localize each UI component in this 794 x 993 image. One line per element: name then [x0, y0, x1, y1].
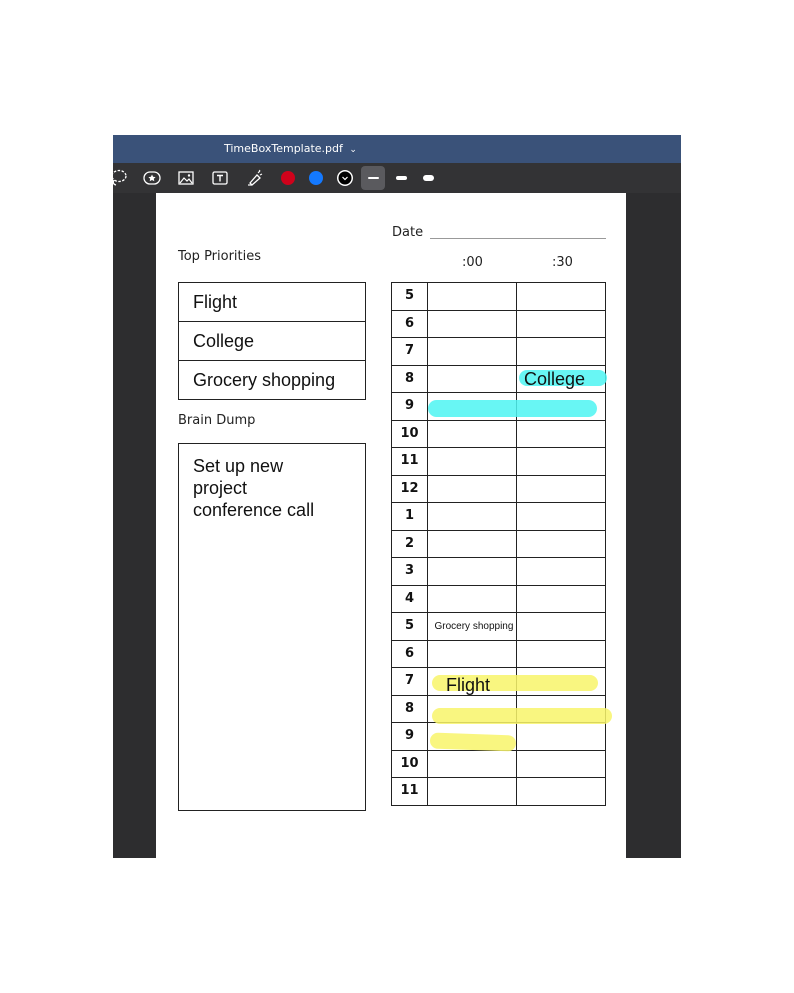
schedule-row	[392, 558, 605, 586]
hour-label: 11	[392, 778, 428, 805]
hour-label: 11	[392, 448, 428, 475]
hour-label: 8	[392, 696, 428, 723]
slot-30[interactable]	[517, 641, 605, 668]
highlight-cyan-9	[428, 400, 597, 417]
hour-label: 12	[392, 476, 428, 503]
slot-00[interactable]	[429, 503, 517, 530]
priority-text-3: Grocery shopping	[193, 370, 336, 390]
priority-box-2[interactable]	[178, 321, 366, 361]
slot-30[interactable]	[517, 421, 605, 448]
slot-00[interactable]	[429, 283, 517, 310]
date-line[interactable]	[430, 238, 606, 239]
document-title-text: TimeBoxTemplate.pdf	[224, 142, 343, 155]
brain-dump-box[interactable]	[178, 443, 366, 811]
hour-label: 4	[392, 586, 428, 613]
schedule-row	[392, 338, 605, 366]
top-priorities-label: Top Priorities	[178, 249, 262, 264]
hour-label: 8	[392, 366, 428, 393]
color-blue-swatch[interactable]	[309, 171, 323, 185]
slot-30[interactable]	[517, 531, 605, 558]
schedule-row	[392, 476, 605, 504]
slot-30[interactable]	[517, 448, 605, 475]
hour-label: 5	[392, 283, 428, 310]
schedule-row	[392, 503, 605, 531]
color-black-swatch[interactable]	[337, 170, 353, 186]
slot-30[interactable]	[517, 338, 605, 365]
brain-dump-line-1: Set up new	[193, 456, 284, 476]
schedule-row	[392, 778, 605, 806]
schedule-row	[392, 311, 605, 339]
slot-00[interactable]	[429, 421, 517, 448]
slot-00[interactable]	[429, 751, 517, 778]
toolbar	[113, 163, 681, 193]
stroke-thick-icon	[423, 175, 434, 181]
pdf-annotation-app	[113, 135, 681, 858]
slot-30[interactable]	[517, 586, 605, 613]
priority-text-2: College	[193, 331, 255, 351]
slot-00[interactable]	[429, 476, 517, 503]
slot-00[interactable]	[429, 311, 517, 338]
hour-label: 10	[392, 751, 428, 778]
brain-dump-label: Brain Dump	[178, 413, 256, 428]
schedule-row	[392, 751, 605, 779]
slot-30[interactable]	[517, 751, 605, 778]
stroke-thin-button[interactable]	[361, 166, 385, 190]
highlight-yellow-8	[432, 708, 612, 724]
stroke-medium-button[interactable]	[389, 166, 413, 190]
hour-label: 1	[392, 503, 428, 530]
highlight-yellow-9	[430, 733, 517, 752]
schedule-row	[392, 586, 605, 614]
slot-30[interactable]	[517, 503, 605, 530]
brain-dump-line-3: conference call	[193, 500, 315, 520]
schedule-row	[392, 448, 605, 476]
schedule-row	[392, 641, 605, 669]
slot-00[interactable]	[429, 641, 517, 668]
schedule-row	[392, 531, 605, 559]
stroke-thin-icon	[368, 177, 379, 179]
slot-00[interactable]	[429, 613, 517, 640]
slot-00[interactable]	[429, 366, 517, 393]
schedule-row	[392, 421, 605, 449]
schedule-row	[392, 283, 605, 311]
hour-label: 10	[392, 421, 428, 448]
highlighter-icon[interactable]	[243, 166, 267, 190]
shape-icon[interactable]	[140, 166, 164, 190]
image-icon[interactable]	[174, 166, 198, 190]
schedule-row	[392, 613, 605, 641]
hour-label: 6	[392, 641, 428, 668]
column-header-00: :00	[462, 255, 483, 270]
priority-box-3[interactable]	[178, 360, 366, 400]
stroke-medium-icon	[396, 176, 407, 180]
handwritten-college: College	[524, 369, 586, 389]
hour-label: 2	[392, 531, 428, 558]
slot-30[interactable]	[517, 311, 605, 338]
hour-label: 6	[392, 311, 428, 338]
slot-00[interactable]	[429, 338, 517, 365]
slot-30[interactable]	[517, 558, 605, 585]
color-red-swatch[interactable]	[281, 171, 295, 185]
slot-30[interactable]	[517, 613, 605, 640]
hour-label: 7	[392, 668, 428, 695]
slot-00[interactable]	[429, 448, 517, 475]
pdf-page[interactable]	[156, 193, 626, 858]
lasso-icon[interactable]	[113, 166, 131, 190]
dropdown-icon	[337, 170, 353, 186]
slot-00[interactable]	[429, 778, 517, 805]
slot-00[interactable]	[429, 586, 517, 613]
title-bar	[113, 135, 681, 163]
hour-label: 9	[392, 393, 428, 420]
brain-dump-line-2: project	[193, 478, 248, 498]
slot-00[interactable]	[429, 558, 517, 585]
handwritten-flight: Flight	[446, 675, 491, 695]
stroke-thick-button[interactable]	[416, 166, 440, 190]
document-title[interactable]	[224, 142, 357, 155]
hour-label: 5	[392, 613, 428, 640]
text-icon[interactable]	[208, 166, 232, 190]
slot-30[interactable]	[517, 723, 605, 750]
hour-label: 9	[392, 723, 428, 750]
grocery-shopping-note: Grocery shopping	[434, 621, 514, 632]
hour-label: 3	[392, 558, 428, 585]
priority-text-1: Flight	[193, 292, 238, 312]
date-label: Date	[392, 225, 424, 240]
chevron-down-icon: ⌄	[349, 145, 357, 155]
priority-box-1[interactable]	[178, 282, 366, 322]
schedule-grid	[391, 282, 606, 806]
slot-30[interactable]	[517, 283, 605, 310]
hour-label: 7	[392, 338, 428, 365]
column-header-30: :30	[552, 255, 573, 270]
slot-30[interactable]	[517, 778, 605, 805]
slot-30[interactable]	[517, 476, 605, 503]
slot-00[interactable]	[429, 531, 517, 558]
